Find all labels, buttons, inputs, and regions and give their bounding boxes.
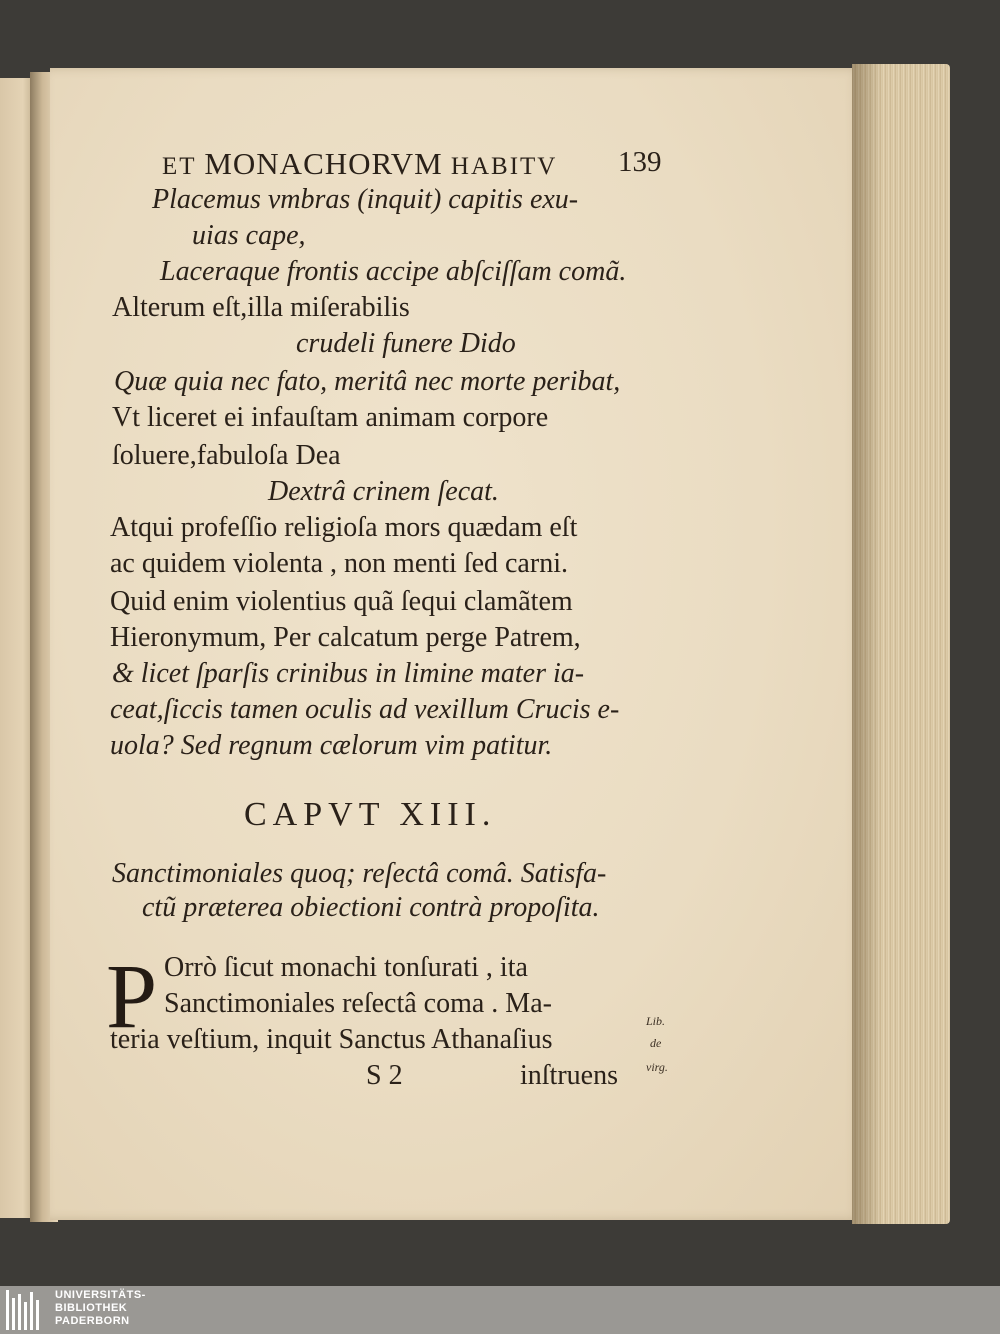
text-line: Alterum eſt,illa miſerabilis xyxy=(112,292,410,323)
running-header xyxy=(162,146,557,182)
text-line: ac quidem violenta , non menti ſed carni. xyxy=(110,548,568,579)
library-logo-icon xyxy=(6,1290,46,1330)
footer-bar xyxy=(0,1286,1000,1334)
text-line: Quæ quia nec fato, meritâ nec morte peribat, xyxy=(114,366,621,397)
text-line: ceat,ſiccis tamen oculis ad vexillum Crucis e- xyxy=(110,694,620,725)
chapter-summary-line: ctũ præterea obiectioni contrà propoſita. xyxy=(142,892,600,923)
library-name xyxy=(55,1289,146,1328)
signature-mark: S 2 xyxy=(366,1060,403,1091)
page-number: 139 xyxy=(618,146,662,178)
text-line: Dextrâ crinem ſecat. xyxy=(268,476,499,507)
text-line: & licet ſparſis crinibus in limine mater ia- xyxy=(112,658,585,689)
header-title: MONACHORVM xyxy=(204,146,443,181)
text-line: uola? Sed regnum cælorum vim patitur. xyxy=(110,730,553,761)
text-line: Hieronymum, Per calcatum perge Patrem, xyxy=(110,622,581,653)
text-line: Laceraque frontis accipe abſciſſam comã. xyxy=(160,256,627,287)
library-name-line: BIBLIOTHEK xyxy=(55,1302,128,1314)
margin-note-line: virg. xyxy=(646,1060,668,1074)
library-name-line: PADERBORN xyxy=(55,1315,130,1327)
text-line: Placemus vmbras (inquit) capitis exu- xyxy=(152,184,579,215)
text-line: Atqui profeſſio religioſa mors quædam eſt xyxy=(110,512,578,543)
header-post: HABITV xyxy=(442,153,558,180)
text-line: teria veſtium, inquit Sanctus Athanaſius xyxy=(110,1024,553,1055)
chapter-summary-line: Sanctimoniales quoq; reſectâ comâ. Satisfa- xyxy=(112,858,607,889)
text-line: uias cape, xyxy=(192,220,306,251)
margin-note-line: de xyxy=(650,1036,662,1050)
text-line: crudeli funere Dido xyxy=(296,328,516,359)
catchword: inſtruens xyxy=(520,1060,618,1091)
header-pre: ET xyxy=(162,153,205,180)
chapter-heading: CAPVT XIII. xyxy=(244,796,497,833)
text-line: Orrò ſicut monachi tonſurati , ita xyxy=(164,952,528,983)
text-line: Sanctimoniales reſectâ coma . Ma- xyxy=(164,988,552,1019)
text-line: Vt liceret ei infauſtam animam corpore xyxy=(112,402,549,433)
drop-cap: P xyxy=(106,945,158,1047)
library-name-line: UNIVERSITÄTS- xyxy=(55,1289,146,1301)
text-line: Quid enim violentius quã ſequi clamãtem xyxy=(110,586,573,617)
text-line: ſoluere,fabuloſa Dea xyxy=(112,440,341,471)
margin-note-line: Lib. xyxy=(646,1014,666,1028)
page-edge-shadow xyxy=(852,64,882,1224)
